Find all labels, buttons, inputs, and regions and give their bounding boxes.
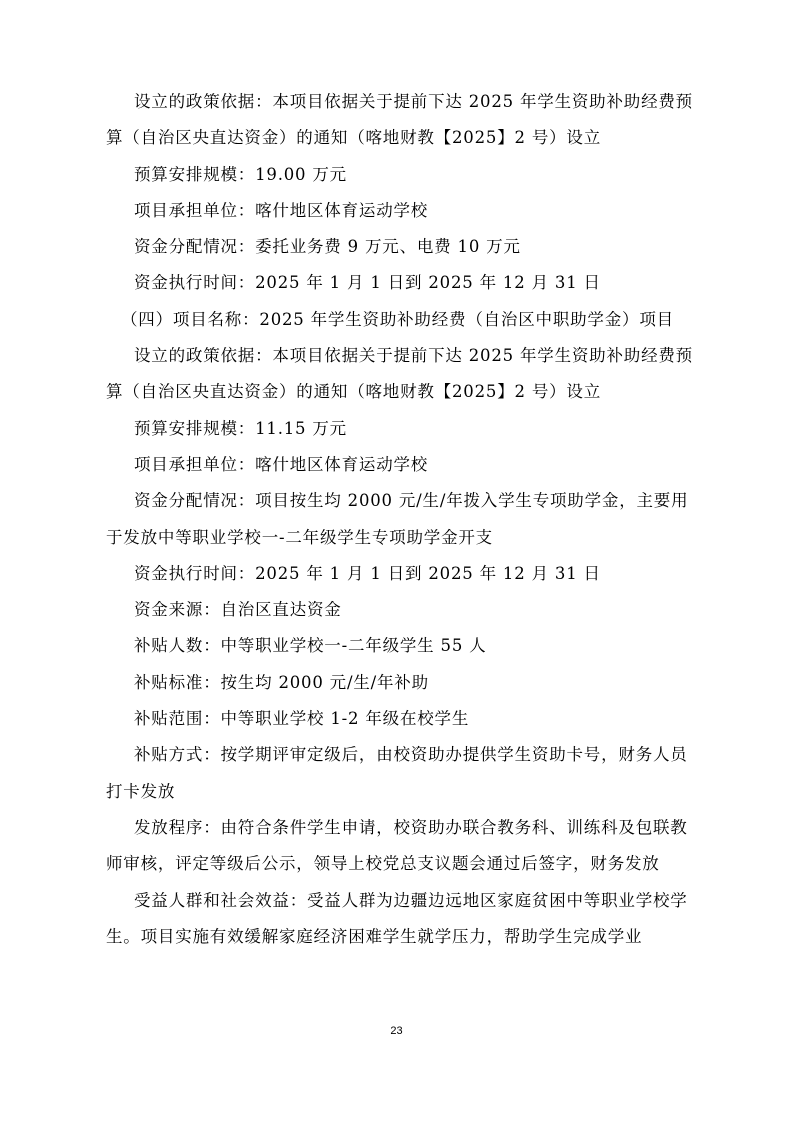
text-line: 补贴方式：按学期评审定级后，由校资助办提供学生资助卡号，财务人员 (134, 745, 688, 765)
page-number: 23 (390, 1025, 403, 1037)
text-line: 资金来源：自治区直达资金 (134, 600, 342, 620)
text-line: 于发放中等职业学校一-二年级学生专项助学金开支 (106, 527, 493, 547)
text-line: 补贴范围：中等职业学校 1-2 年级在校学生 (134, 709, 470, 729)
text-line: 补贴标准：按生均 2000 元/生/年补助 (134, 672, 429, 692)
text-line: （四）项目名称：2025 年学生资助补助经费（自治区中职助学金）项目 (121, 309, 674, 329)
text-line: 算（自治区央直达资金）的通知（喀地财教【2025】2 号）设立 (106, 382, 602, 402)
text-line: 受益人群和社会效益：受益人群为边疆边远地区家庭贫困中等职业学校学 (134, 890, 688, 910)
text-line: 打卡发放 (106, 781, 176, 801)
text-line: 项目承担单位：喀什地区体育运动学校 (134, 454, 429, 474)
text-line: 发放程序：由符合条件学生申请，校资助办联合教务科、训练科及包联教 (134, 817, 688, 837)
body-text (106, 84, 706, 955)
text-line: 预算安排规模：19.00 万元 (134, 164, 347, 184)
text-line: 补贴人数：中等职业学校一-二年级学生 55 人 (134, 636, 487, 656)
text-line: 资金执行时间：2025 年 1 月 1 日到 2025 年 12 月 31 日 (134, 273, 601, 293)
text-line: 生。项目实施有效缓解家庭经济困难学生就学压力，帮助学生完成学业 (106, 926, 643, 946)
text-line: 资金分配情况：委托业务费 9 万元、电费 10 万元 (134, 237, 521, 257)
text-line: 设立的政策依据：本项目依据关于提前下达 2025 年学生资助补助经费预 (134, 92, 693, 111)
text-line: 资金执行时间：2025 年 1 月 1 日到 2025 年 12 月 31 日 (134, 563, 601, 583)
text-line: 项目承担单位：喀什地区体育运动学校 (134, 200, 429, 220)
text-line: 预算安排规模：11.15 万元 (134, 418, 347, 438)
text-line: 师审核，评定等级后公示，领导上校党总支议题会通过后签字，财务发放 (106, 854, 660, 874)
text-line: 算（自治区央直达资金）的通知（喀地财教【2025】2 号）设立 (106, 128, 602, 148)
text-line: 资金分配情况：项目按生均 2000 元/生/年拨入学生专项助学金，主要用 (134, 491, 689, 511)
text-line: 设立的政策依据：本项目依据关于提前下达 2025 年学生资助补助经费预 (134, 346, 693, 366)
